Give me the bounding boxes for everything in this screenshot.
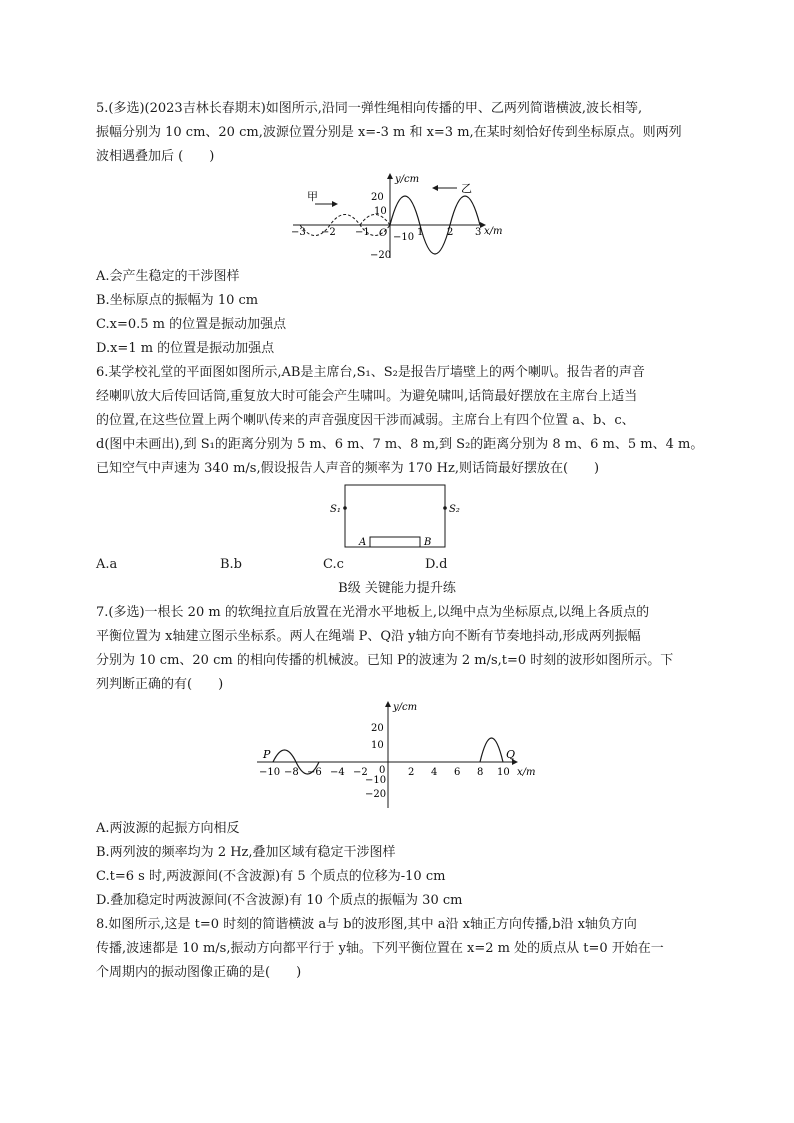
q7-x-tick: −2 [353,767,368,778]
q7-x-tick: 4 [431,767,438,778]
q5-x-tick: 3 [475,227,482,238]
q6-line-5: 已知空气中声速为 340 m/s,假设报告人声音的频率为 170 Hz,则话筒最好摆放在( ) [96,461,600,476]
q5-x-tick: 2 [447,227,454,238]
q5-y-label: y/cm [395,174,420,185]
q7-y-tick: −10 [365,775,387,786]
q6-speaker-s1 [343,506,347,510]
q7-line-3: 分别为 10 cm、20 cm 的相向传播的机械波。已知 P的波速为 2 m/s,t=0 时刻的波形如图所示。下 [96,653,674,668]
q7-origin-label: 0 [379,765,386,776]
q7-x-tick: −4 [330,767,345,778]
q6-label-b: B [424,537,432,548]
q6-line-2: 经喇叭放大后传回话筒,重复放大时可能会产生啸叫。为避免啸叫,话筒最好摆放在主席台上适当 [96,389,638,404]
q5-label-jia: 甲 [307,190,318,203]
q5-y-tick: −20 [370,250,392,261]
q7-option-d: D.叠加稳定时两波源间(不含波源)有 10 个质点的振幅为 30 cm [96,893,463,908]
q6-option-b: B.b [220,557,243,572]
q7-y-tick: 20 [371,723,384,734]
q7-y-label: y/cm [393,702,418,713]
q5-line-3: 波相遇叠加后 ( ) [96,149,215,164]
q6-option-c: C.c [323,557,344,572]
q7-x-tick: 2 [408,767,415,778]
q7-wave-q [480,738,503,762]
q7-x-tick: −6 [307,767,322,778]
q7-label-q: Q [506,748,516,761]
q5-label-yi: 乙 [461,182,472,195]
q7-wave-figure [255,696,545,814]
q6-option-a: A.a [96,557,118,572]
q5-y-tick: 10 [374,206,387,217]
q7-option-a: A.两波源的起振方向相反 [96,821,240,836]
q7-x-tick: 6 [454,767,461,778]
q5-option-d: D.x=1 m 的位置是振动加强点 [96,341,275,356]
q6-line-4: d(图中未画出),到 S₁的距离分别为 5 m、6 m、7 m、8 m,到 S₂的距离分别为 8 m、6 m、5 m、4 m。 [96,437,704,452]
q5-line-2: 振幅分别为 10 cm、20 cm,波源位置分别是 x=-3 m 和 x=3 m,在某时刻恰好传到坐标原点。则两列 [96,125,682,140]
q5-y-tick: 20 [371,192,384,203]
q5-origin-label: O [379,228,388,239]
q7-option-c: C.t=6 s 时,两波源间(不含波源)有 5 个质点的位移为-10 cm [96,869,446,884]
q5-option-b: B.坐标原点的振幅为 10 cm [96,293,259,308]
q7-line-2: 平衡位置为 x轴建立图示坐标系。两人在绳端 P、Q沿 y轴方向不断有节奏地抖动,形成两列振幅 [96,629,641,644]
q6-label-a: A [359,537,367,548]
q8-line-3: 个周期内的振动图像正确的是( ) [96,965,302,980]
q6-hall-figure [325,482,475,552]
q5-wave-figure [285,168,515,263]
q5-x-label: x/m [484,226,503,237]
q6-line-1: 6.某学校礼堂的平面图如图所示,AB是主席台,S₁、S₂是报告厅墙壁上的两个喇叭。报告者的声音 [96,365,645,380]
q7-x-tick: −10 [259,767,281,778]
q5-option-a: A.会产生稳定的干涉图样 [96,269,240,284]
q7-option-b: B.两列波的频率均为 2 Hz,叠加区域有稳定干涉图样 [96,845,396,860]
q6-label-s2: S₂ [449,504,460,515]
q6-line-3: 的位置,在这些位置上两个喇叭传来的声音强度因干涉而减弱。主席台上有四个位置 a、b、c、 [96,413,635,428]
section-b-heading: B级 关键能力提升练 [338,581,456,596]
q7-label-p: P [263,748,271,761]
q8-line-1: 8.如图所示,这是 t=0 时刻的简谐横波 a与 b的波形图,其中 a沿 x轴正方向传播,b沿 x轴负方向 [96,917,637,932]
q5-y-tick: −10 [393,232,415,243]
q8-line-2: 传播,波速都是 10 m/s,振动方向都平行于 y轴。下列平衡位置在 x=2 m 处的质点从 t=0 开始在一 [96,941,664,956]
q5-option-c: C.x=0.5 m 的位置是振动加强点 [96,317,287,332]
q7-x-tick: 8 [477,767,484,778]
q7-line-1: 7.(多选)一根长 20 m 的软绳拉直后放置在光滑水平地板上,以绳中点为坐标原点,以绳上各质点的 [96,605,650,620]
q5-x-tick: 1 [417,227,424,238]
q6-option-d: D.d [425,557,448,572]
q7-y-tick: −20 [365,789,387,800]
q7-x-tick: −8 [284,767,299,778]
q5-x-tick: −2 [321,227,336,238]
q7-y-tick: 10 [371,740,384,751]
q6-speaker-s2 [443,506,447,510]
q6-stage [370,537,420,547]
q5-x-tick: −1 [355,227,370,238]
q7-line-4: 列判断正确的有( ) [96,677,224,692]
q7-x-tick: 10 [497,767,510,778]
q5-line-1: 5.(多选)(2023吉林长春期末)如图所示,沿同一弹性绳相向传播的甲、乙两列简谐横波,波长相等, [96,101,643,116]
q5-x-tick: −3 [291,227,306,238]
q7-x-label: x/m [517,767,536,778]
q6-label-s1: S₁ [330,504,341,515]
